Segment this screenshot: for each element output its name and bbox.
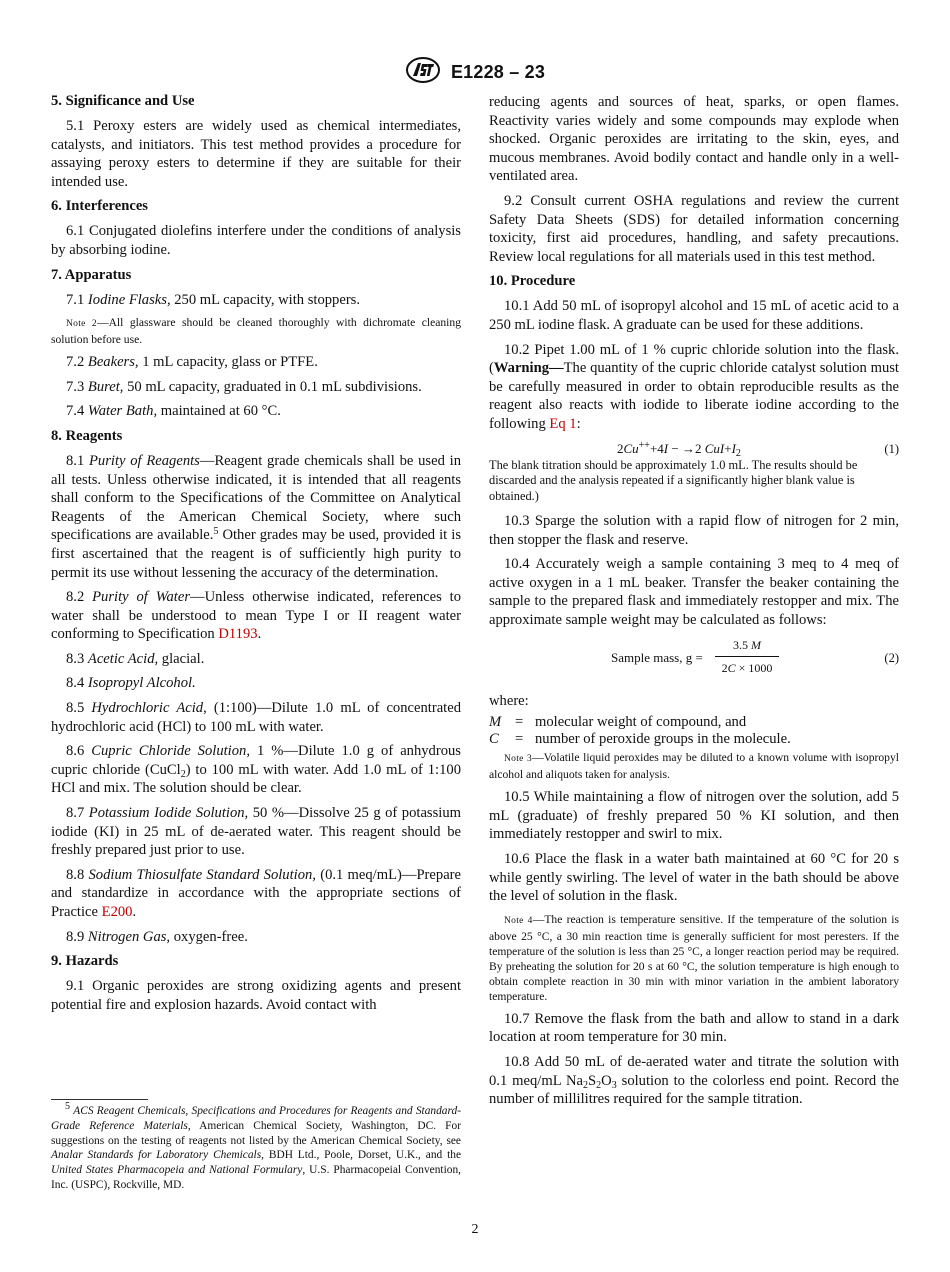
- section-heading: 6. Interferences: [51, 198, 148, 215]
- paragraph: 8.2 Purity of Water—Unless otherwise indicated, references to water shall be understood to mean Type I or II reagent water conforming to Specification D1193.: [51, 589, 461, 643]
- section-heading: 8. Reagents: [51, 427, 123, 444]
- paragraph: The blank titration should be approximately 1.0 mL. The results should be discarded and the analysis repeated if a significantly higher blank value is obtained.): [489, 457, 858, 503]
- page-header: [0, 56, 950, 89]
- paragraph: 9.2 Consult current OSHA regulations and review the current Safety Data Sheets (SDS) for detailed information concerning toxicity, first aid procedures, handling, and safety precautions. Review local regulations for all materials used in this test method.: [489, 192, 899, 265]
- paragraph: 8.1 Purity of Reagents—Reagent grade chemicals shall be used in all tests. Unless otherwise indicated, it is intended that all reagents shall conform to the Specifications of the Committee on Analytical Reagents of the American Chemical Society, where such specifications are available.$^5$ Other grades may be used, provided it is first ascertained that the reagent is of sufficiently high purity to permit its use without lessening the accuracy of the determination.: [51, 452, 461, 581]
- footnote-ref[interactable]: 5: [213, 526, 219, 538]
- astm-logo-icon: [405, 56, 441, 89]
- paragraph: 10.3 Sparge the solution with a rapid flow of nitrogen for 2 min, then stopper the flask and reserve.: [489, 513, 899, 548]
- paragraph: 7.4 Water Bath, maintained at 60 °C.: [66, 403, 281, 420]
- paragraph: 10.7 Remove the flask from the bath and allow to stand in a dark location at room temperature for 30 min.: [489, 1010, 899, 1046]
- equation-number: (2): [884, 650, 899, 665]
- paragraph: 8.9 Nitrogen Gas, oxygen-free.: [66, 928, 248, 945]
- paragraph: 8.7 Potassium Iodide Solution, 50 %—Dissolve 25 g of potassium iodide (KI) in 25 mL of de-aerated water. This reagent should be freshly prepared just prior to use.: [51, 805, 461, 859]
- note: Note 2—All glassware should be cleaned thoroughly with dichromate cleaning solution before use.: [51, 316, 461, 347]
- section-heading: 7. Apparatus: [51, 266, 132, 283]
- paragraph: 10.5 While maintaining a flow of nitrogen over the solution, add 5 mL (graduate) of freshly prepared 50 % KI solution, and then immediately restopper and swirl to mix.: [489, 789, 899, 843]
- paragraph: 6.1 Conjugated diolefins interfere under the conditions of analysis by absorbing iodine.: [51, 223, 461, 258]
- section-heading: 5. Significance and Use: [51, 93, 195, 109]
- left-column: [51, 92, 461, 1020]
- paragraph: 10.1 Add 50 mL of isopropyl alcohol and 15 mL of acetic acid to a 250 mL iodine flask. A graduate can be used for these additions.: [489, 298, 899, 333]
- page-number: 2: [471, 1222, 479, 1237]
- paragraph: where:: [489, 692, 529, 709]
- note: Note 3—Volatile liquid peroxides may be diluted to a known volume with isopropyl alcohol and aliquots taken for analysis.: [489, 751, 899, 782]
- link-d1193[interactable]: D1193: [218, 626, 258, 643]
- equation-2: Sample mass, g = $\frac{3.5 M}{2C \times 1000}$ (2): [611, 637, 899, 676]
- paragraph: 8.3 Acetic Acid, glacial.: [66, 650, 205, 667]
- link-e200[interactable]: E200: [101, 904, 133, 920]
- link-eq1[interactable]: Eq 1: [549, 415, 577, 432]
- equation-number: (1): [884, 441, 899, 456]
- paragraph: 9.1 Organic peroxides are strong oxidizing agents and present potential fire and explosion hazards. Avoid contact with: [51, 978, 461, 1013]
- section-heading: 10. Procedure: [489, 273, 576, 290]
- section-heading: 9. Hazards: [51, 953, 119, 970]
- right-column: [489, 93, 899, 1115]
- paragraph: 10.2 Pipet 1.00 mL of 1 % cupric chloride solution into the flask. (Warning—The quantity of the cupric chloride catalyst solution must be carefully measured in order to obtain reproducible results as the reagent also reacts with iodide to liberate iodine according to the following Eq 1:: [489, 341, 899, 432]
- paragraph: 7.2 Beakers, 1 mL capacity, glass or PTFE.: [66, 354, 318, 371]
- equation-1: 2Cu+++4I − →2 $CuI+I_2$ (1): [617, 439, 899, 459]
- paragraph: 8.5 Hydrochloric Acid, (1:100)—Dilute 1.0 mL of concentrated hydrochloric acid (HCl) to 100 mL with water.: [51, 700, 461, 735]
- paragraph: 10.8 Add 50 mL of de-aerated water and titrate the solution with 0.1 meq/mL $Na_2S_2O_3$ solution to the colorless end point. Record the number of millilitres required for the sample titration.: [489, 1053, 899, 1108]
- paragraph: 8.6 Cupric Chloride Solution, 1 %—Dilute 1.0 g of anhydrous cupric chloride (CuCl$_2$) to 100 mL with water. Add 1.0 mL of 1:100 HCl and mix. The solution should be clear.: [51, 743, 461, 797]
- footnote: $^5$ ACS Reagent Chemicals, Specifications and Procedures for Reagents and Standard-Grade Reference Materials, American Chemical Society, Washington, DC. For suggestions on the testing of reagents not listed by the American Chemical Society, see Analar Standards for Laboratory Chemicals, BDH Ltd., Poole, Dorset, U.K., and the United States Pharmacopeia and National Formulary, U.S. Pharmacopeial Convention, Inc. (USPC), Rockville, MD.: [51, 1101, 462, 1191]
- paragraph: 8.4 Isopropyl Alcohol.: [66, 675, 196, 692]
- definition-list: M = molecular weight of compound, and C = number of peroxide groups in the molecule.: [489, 714, 791, 748]
- paragraph: 7.1 Iodine Flasks, 250 mL capacity, with stoppers.: [66, 291, 361, 308]
- document-designation: E1228 – 23: [450, 62, 546, 82]
- footnote-rule: [51, 1099, 148, 1100]
- paragraph: 5.1 Peroxy esters are widely used as chemical intermediates, catalysts, and initiators. This test method provides a procedure for assaying peroxy esters to determine if they are suitable for their intended use.: [51, 118, 461, 190]
- note: Note 4—The reaction is temperature sensitive. If the temperature of the solution is above 25 °C, a 30 min reaction time is generally sufficient for most peresters. If the temperature of the solution is less than 25 °C, a longer reaction period may be required. By preheating the solution for 20 s at 60 °C, the solution temperature is high enough to obtain complete reaction in 30 min with minor variation in the ambient laboratory temperature.: [489, 912, 899, 1003]
- paragraph: reducing agents and sources of heat, sparks, or open flames. Reactivity varies widely and some compounds may explode when shocked. Organic peroxides are irritating to the skin, eyes, and mucous membranes. Avoid bodily contact and handle only in a well-ventilated area.: [489, 94, 899, 185]
- paragraph: 10.4 Accurately weigh a sample containing 3 meq to 4 meq of active oxygen in a 1 mL beaker. Transfer the beaker containing the sample to the prepared flask and immediately restopper and mix. The approximate sample weight may be calculated as follows:: [489, 556, 899, 628]
- paragraph: 10.6 Place the flask in a water bath maintained at 60 °C for 20 s while gently swirling. The level of water in the bath should be above the level of solution in the flask.: [489, 850, 899, 905]
- paragraph: 7.3 Buret, 50 mL capacity, graduated in 0.1 mL subdivisions.: [66, 378, 422, 395]
- paragraph: 8.8 Sodium Thiosulfate Standard Solution, (0.1 meq/mL)—Prepare and standardize in accordance with the appropriate sections of Practice E200.: [51, 866, 462, 920]
